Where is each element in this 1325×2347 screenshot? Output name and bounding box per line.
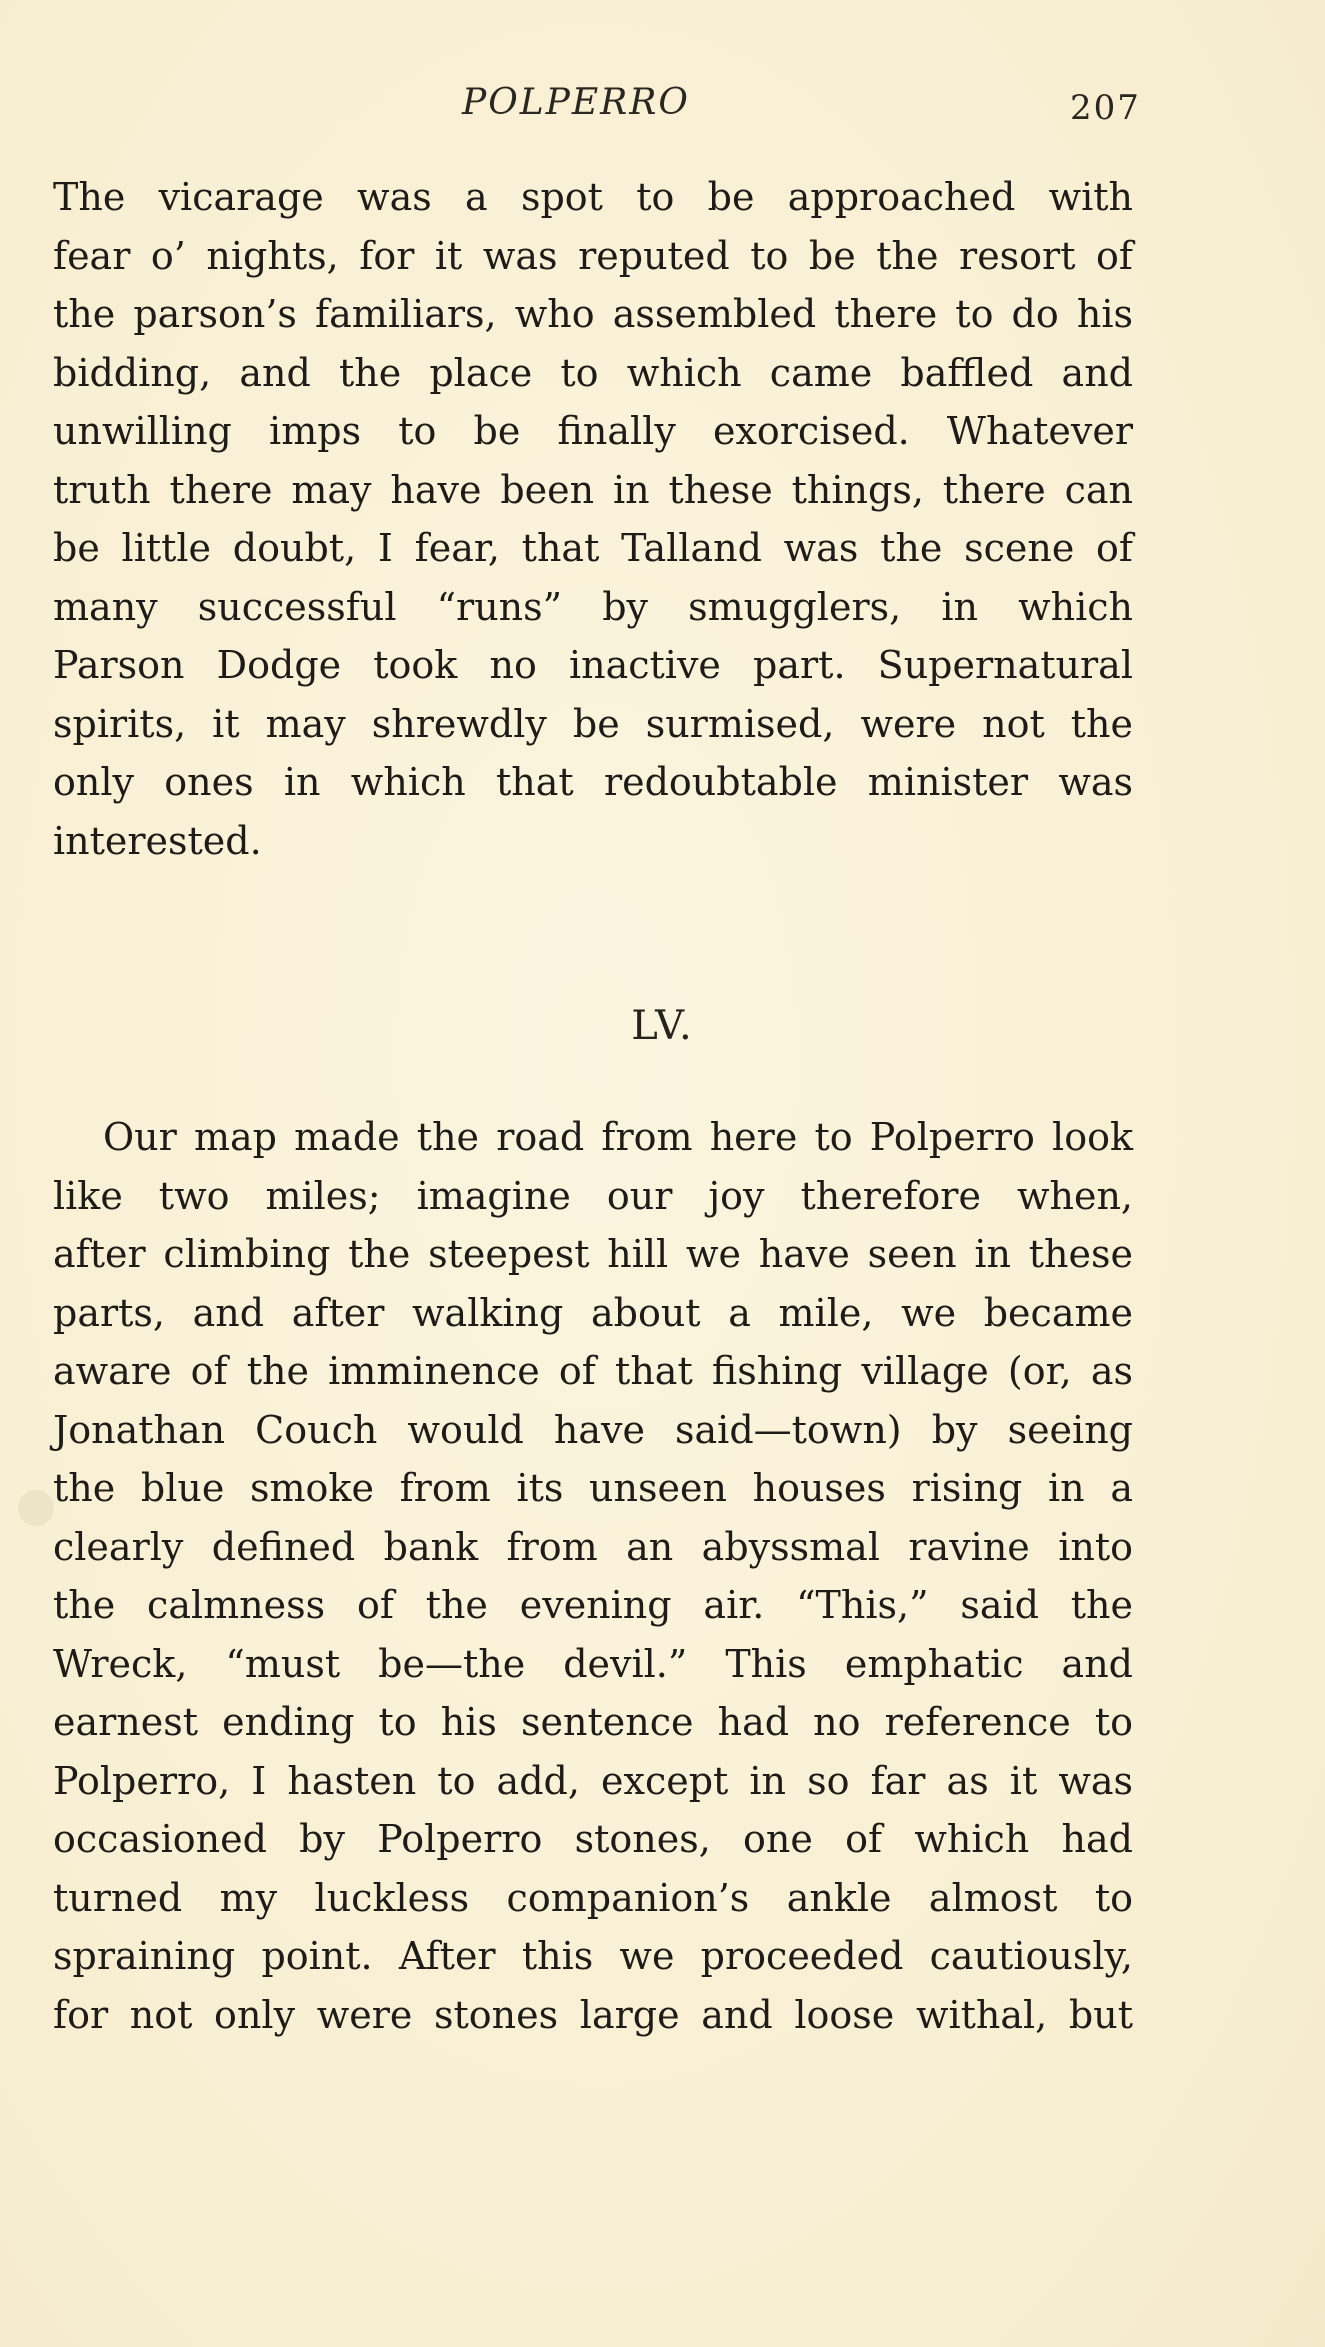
text-line: for not only were stones large and loose withal, but xyxy=(53,1992,1133,2037)
paragraph-vicarage xyxy=(53,168,1133,870)
running-title: POLPERRO xyxy=(462,82,690,123)
text-line: Wreck, “must be—the devil.” This emphatic and xyxy=(53,1641,1133,1686)
text-line: truth there may have been in these things, there can xyxy=(53,467,1133,512)
text-line: The vicarage was a spot to be approached with xyxy=(53,175,1133,219)
text-line: after climbing the steepest hill we have seen in these xyxy=(53,1232,1133,1276)
text-line: fear o’ nights, for it was reputed to be the resort of xyxy=(53,233,1133,278)
text-line: earnest ending to his sentence had no reference to xyxy=(53,1700,1133,1744)
text-line: many successful “runs” by smugglers, in which xyxy=(53,584,1133,629)
text-line: occasioned by Polperro stones, one of which had xyxy=(53,1817,1133,1861)
text-line: the calmness of the evening air. “This,” said the xyxy=(53,1583,1133,1627)
text-line: parts, and after walking about a mile, we became xyxy=(53,1290,1133,1335)
text-line: interested. xyxy=(53,818,262,863)
text-line: aware of the imminence of that fishing village (or, as xyxy=(53,1349,1133,1393)
section-heading: LV. xyxy=(631,1003,694,1049)
text-line: the parson’s familiars, who assembled there to do his xyxy=(53,292,1133,336)
text-line: clearly defined bank from an abyssmal ravine into xyxy=(53,1524,1133,1569)
text-line: Polperro, I hasten to add, except in so far as it was xyxy=(53,1758,1133,1803)
text-line: Parson Dodge took no inactive part. Supernatural xyxy=(53,643,1133,687)
paragraph-polperro-road xyxy=(53,1108,1133,2044)
text-line: like two miles; imagine our joy therefore when, xyxy=(53,1173,1133,1218)
paper-smudge xyxy=(18,1490,54,1526)
page-number: 207 xyxy=(1070,88,1141,128)
text-line: turned my luckless companion’s ankle almost to xyxy=(53,1875,1133,1920)
text-line: be little doubt, I fear, that Talland was the scene of xyxy=(53,526,1133,570)
text-line: only ones in which that redoubtable minister was xyxy=(53,760,1133,804)
text-line: Our map made the road from here to Polperro look xyxy=(103,1115,1133,1159)
text-line: spraining point. After this we proceeded cautiously, xyxy=(53,1934,1133,1978)
text-line: the blue smoke from its unseen houses rising in a xyxy=(53,1466,1133,1510)
text-line: spirits, it may shrewdly be surmised, were not the xyxy=(53,701,1133,746)
text-line: Jonathan Couch would have said—town) by seeing xyxy=(53,1407,1133,1452)
running-head xyxy=(0,78,1325,138)
text-line: unwilling imps to be finally exorcised. Whatever xyxy=(53,409,1133,453)
text-line: bidding, and the place to which came baffled and xyxy=(53,350,1133,395)
